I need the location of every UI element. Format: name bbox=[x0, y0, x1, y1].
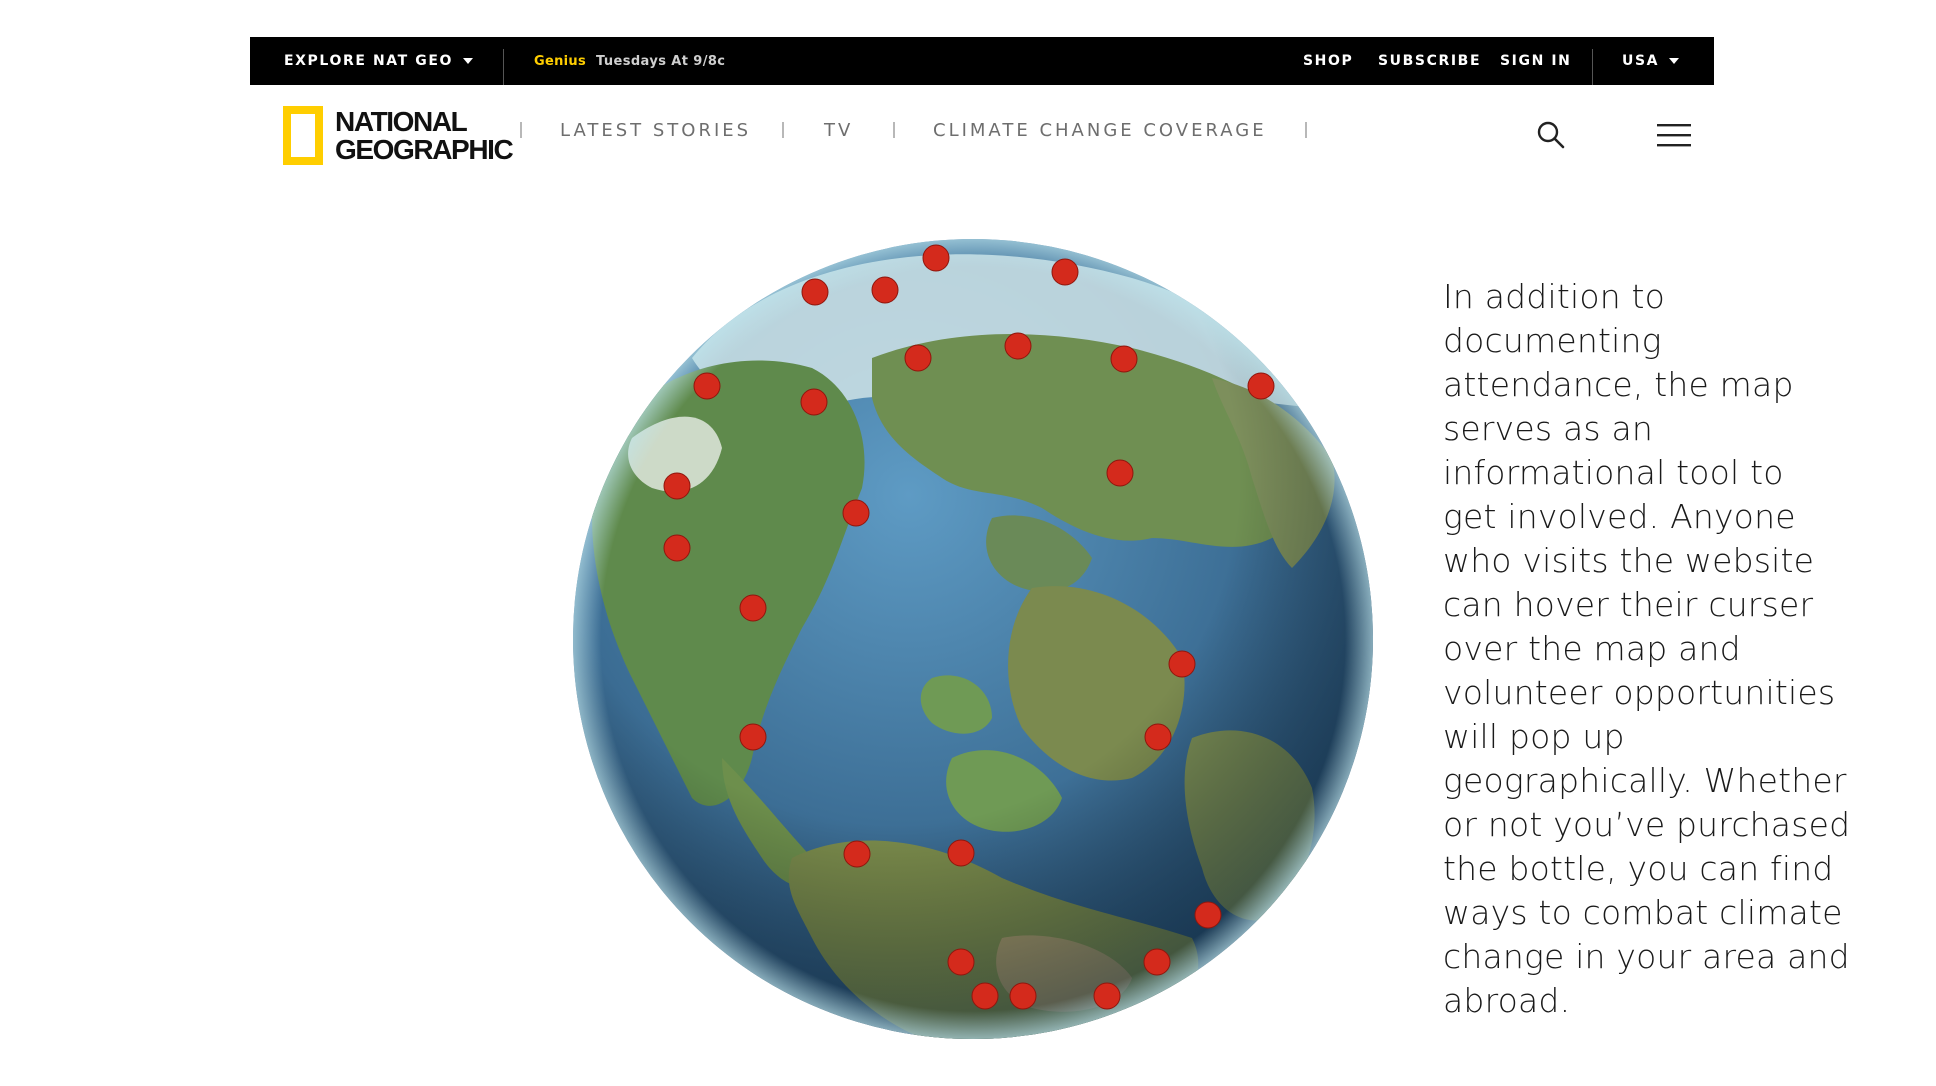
map-description: In addition to documenting attendance, the map serves as an informational tool to get involved. Anyone who visits the website can hover their curser over the map and volunteer opportunities will pop up geographically. Whether or not you’ve purchased the bottle, you can find ways to combat climate change in your area and abroad. bbox=[1443, 277, 1851, 1020]
volunteer-marker[interactable] bbox=[802, 279, 828, 305]
volunteer-marker[interactable] bbox=[905, 345, 931, 371]
volunteer-marker[interactable] bbox=[923, 245, 949, 271]
region-selector[interactable] bbox=[1622, 37, 1679, 85]
volunteer-marker[interactable] bbox=[801, 389, 827, 415]
volunteer-marker[interactable] bbox=[1052, 259, 1078, 285]
volunteer-marker[interactable] bbox=[664, 535, 690, 561]
volunteer-marker[interactable] bbox=[664, 473, 690, 499]
top-utility-bar bbox=[250, 37, 1714, 85]
volunteer-marker[interactable] bbox=[948, 840, 974, 866]
nav-divider bbox=[520, 122, 522, 138]
volunteer-marker[interactable] bbox=[1248, 373, 1274, 399]
caret-down-icon bbox=[463, 58, 473, 64]
tv-promo-link[interactable] bbox=[534, 37, 725, 85]
national-geographic-logo[interactable] bbox=[283, 106, 512, 165]
volunteer-marker[interactable] bbox=[844, 841, 870, 867]
volunteer-marker[interactable] bbox=[1010, 983, 1036, 1009]
volunteer-marker[interactable] bbox=[694, 373, 720, 399]
globe-rim bbox=[573, 239, 1373, 1039]
nav-tv[interactable]: TV bbox=[824, 120, 854, 141]
explore-label: EXPLORE NAT GEO bbox=[284, 53, 454, 69]
volunteer-marker[interactable] bbox=[1145, 724, 1171, 750]
volunteer-marker[interactable] bbox=[1094, 983, 1120, 1009]
explore-nat-geo-dropdown[interactable] bbox=[284, 37, 473, 85]
volunteer-marker[interactable] bbox=[1107, 460, 1133, 486]
volunteer-marker[interactable] bbox=[1195, 902, 1221, 928]
nav-latest-stories[interactable]: LATEST STORIES bbox=[560, 120, 752, 141]
volunteer-marker[interactable] bbox=[1144, 949, 1170, 975]
nav-divider bbox=[893, 122, 895, 138]
divider bbox=[1592, 49, 1593, 85]
volunteer-marker[interactable] bbox=[843, 500, 869, 526]
shop-link[interactable]: SHOP bbox=[1303, 53, 1354, 69]
nav-divider bbox=[1305, 122, 1307, 138]
volunteer-marker[interactable] bbox=[1005, 333, 1031, 359]
region-label: USA bbox=[1622, 53, 1660, 69]
hamburger-menu-icon[interactable] bbox=[1657, 123, 1691, 152]
logo-wordmark bbox=[335, 105, 513, 165]
volunteer-marker[interactable] bbox=[872, 277, 898, 303]
promo-showtime: Tuesdays At 9/8c bbox=[596, 53, 726, 69]
divider bbox=[503, 49, 504, 85]
yellow-border-icon bbox=[283, 106, 323, 165]
logo-line-1: NATIONAL bbox=[335, 105, 467, 137]
volunteer-marker[interactable] bbox=[972, 983, 998, 1009]
promo-show-name: Genius bbox=[534, 53, 586, 69]
caret-down-icon bbox=[1669, 58, 1679, 64]
volunteer-marker[interactable] bbox=[740, 595, 766, 621]
nav-divider bbox=[782, 122, 784, 138]
volunteer-marker[interactable] bbox=[948, 949, 974, 975]
logo-line-2: GEOGRAPHIC bbox=[335, 133, 513, 165]
volunteer-marker[interactable] bbox=[1169, 651, 1195, 677]
volunteer-marker[interactable] bbox=[1111, 346, 1137, 372]
subscribe-link[interactable]: SUBSCRIBE bbox=[1378, 53, 1482, 69]
globe-svg[interactable] bbox=[572, 238, 1374, 1040]
sign-in-link[interactable]: SIGN IN bbox=[1500, 53, 1572, 69]
interactive-globe-map[interactable] bbox=[572, 238, 1374, 1040]
nav-climate-change-coverage[interactable]: CLIMATE CHANGE COVERAGE bbox=[933, 120, 1267, 141]
volunteer-marker[interactable] bbox=[740, 724, 766, 750]
search-icon[interactable] bbox=[1536, 120, 1566, 155]
